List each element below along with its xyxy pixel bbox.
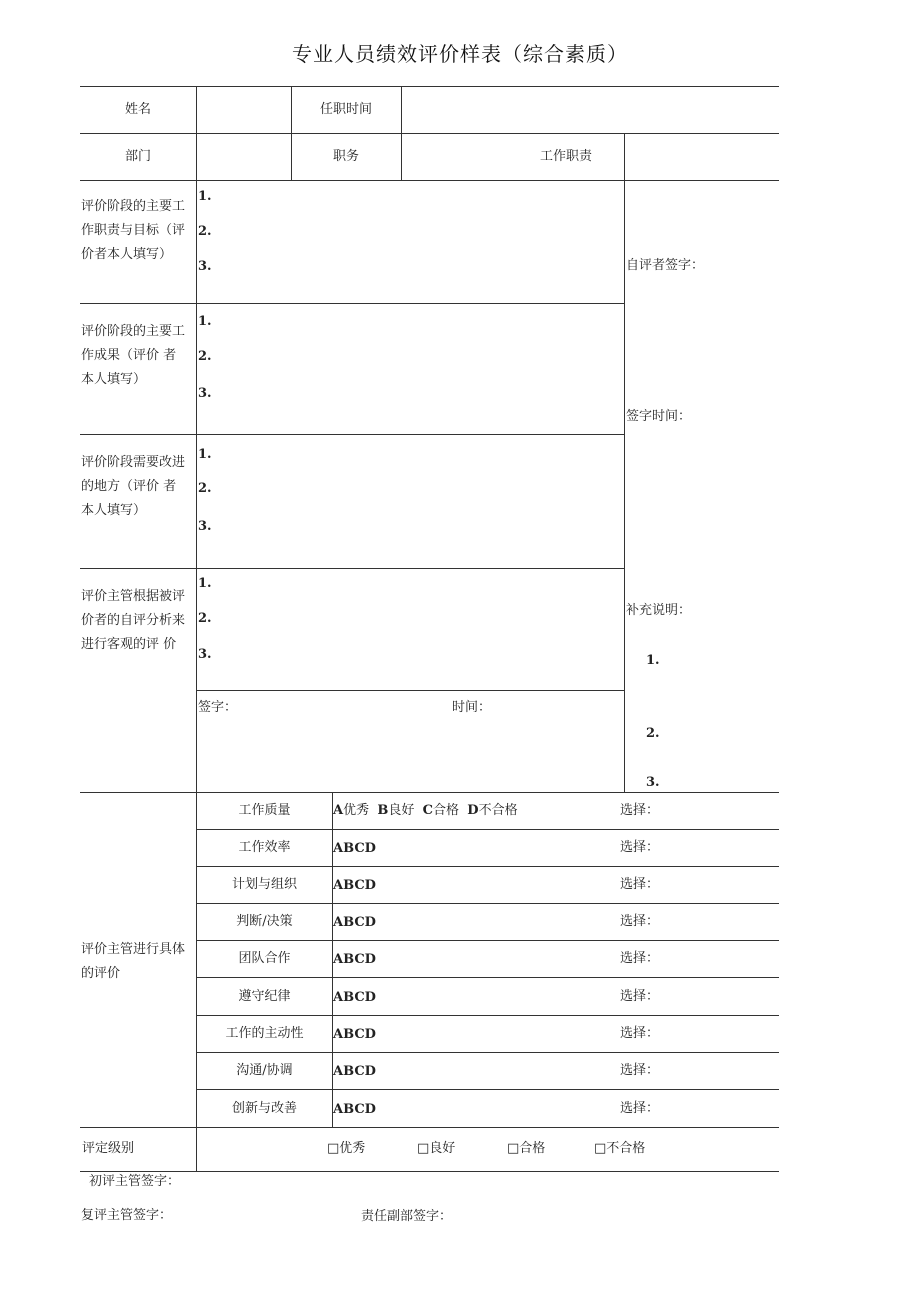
list-item: 3. [646, 775, 660, 790]
list-item: 2. [198, 224, 212, 239]
select-label: 选择： [620, 877, 660, 892]
grade-select[interactable] [660, 871, 776, 899]
grid-line [80, 792, 779, 793]
list-item: 3. [198, 647, 212, 662]
grid-line [197, 940, 779, 941]
tenure-field[interactable] [403, 88, 777, 132]
grade-letter: C [422, 803, 434, 818]
select-label: 选择： [620, 1063, 660, 1078]
criterion-label: 工作的主动性 [225, 1026, 304, 1041]
list-item: 1. [198, 189, 212, 204]
evaluation-label: 评价主管进行具体的评价 [81, 942, 186, 981]
initial-supervisor-sign-field[interactable] [180, 1172, 380, 1194]
list-item: 1. [198, 314, 212, 329]
grid-line [80, 568, 625, 569]
improvements-input[interactable] [212, 438, 620, 565]
supervisor-time-field[interactable] [492, 694, 620, 722]
grid-line [624, 133, 625, 792]
name-label: 姓名 [124, 102, 151, 117]
criterion-label: 创新与改善 [231, 1101, 297, 1116]
grid-line [80, 180, 779, 181]
review-supervisor-sign-field[interactable] [172, 1204, 342, 1228]
grid-line [197, 690, 625, 691]
list-item: 2. [198, 611, 212, 626]
grade-text: 良好 [388, 803, 415, 818]
grade-options: ABCD [333, 1102, 376, 1117]
position-label: 职务 [332, 149, 359, 164]
supervisor-time-label: 时间： [452, 700, 492, 715]
list-item: 3. [198, 259, 212, 274]
rating-option-fail[interactable]: □不合格 [594, 1141, 646, 1156]
grid-line [80, 133, 779, 134]
grade-letter: A [333, 803, 344, 818]
criterion-label: 遵守纪律 [238, 989, 291, 1004]
list-item: 2. [198, 481, 212, 496]
grade-text: 优秀 [343, 803, 370, 818]
grid-line [80, 303, 625, 304]
grade-select[interactable] [660, 1095, 776, 1123]
rating-option-pass[interactable]: □合格 [507, 1141, 546, 1156]
grade-select[interactable] [660, 1020, 776, 1048]
supervisor-sign-label: 签字： [198, 700, 238, 715]
select-label: 选择： [620, 951, 660, 966]
list-item: 3. [198, 519, 212, 534]
self-sign-label: 自评者签字： [626, 258, 705, 273]
name-field[interactable] [198, 88, 290, 132]
grid-line [401, 86, 402, 180]
criterion-label: 沟通/协调 [236, 1063, 293, 1078]
deputy-sign-field[interactable] [452, 1205, 652, 1229]
select-label: 选择： [620, 989, 660, 1004]
list-item: 1. [198, 576, 212, 591]
rating-label: 评定级别 [82, 1141, 135, 1156]
grid-line [196, 86, 197, 1171]
grade-options: ABCD [333, 1027, 376, 1042]
select-label: 选择： [620, 914, 660, 929]
supervisor-assessment-input[interactable] [212, 572, 620, 686]
grade-options: ABCD [333, 990, 376, 1005]
deputy-sign-label: 责任副部签字： [361, 1209, 453, 1224]
criterion-label: 工作效率 [238, 840, 291, 855]
grid-line [80, 86, 779, 87]
dept-field[interactable] [198, 135, 290, 179]
grade-select[interactable] [660, 983, 776, 1011]
list-item: 2. [198, 349, 212, 364]
grade-options: ABCD [333, 841, 376, 856]
grid-line [197, 829, 779, 830]
section-label: 评价主管根据被评价者的自评分析来进行客观的评 价 [81, 589, 186, 652]
grade-letter: D [467, 803, 479, 818]
list-item: 1. [198, 447, 212, 462]
sign-time-field[interactable] [690, 403, 776, 431]
review-supervisor-sign-label: 复评主管签字： [81, 1208, 173, 1223]
initial-supervisor-sign-label: 初评主管签字： [89, 1174, 181, 1189]
supplement-label: 补充说明： [626, 603, 692, 618]
grid-line [291, 86, 292, 180]
section-label: 评价阶段需要改进的地方（评价 者本人填写） [81, 455, 186, 518]
grade-select[interactable] [660, 908, 776, 936]
criterion-label: 工作质量 [238, 803, 291, 818]
list-item: 2. [646, 726, 660, 741]
rating-option-excellent[interactable]: □优秀 [327, 1141, 366, 1156]
grid-line [80, 434, 625, 435]
position-field[interactable] [403, 135, 513, 179]
sign-time-label: 签字时间： [626, 409, 692, 424]
rating-option-good[interactable]: □良好 [417, 1141, 456, 1156]
grade-select[interactable] [660, 834, 776, 862]
grid-line [197, 903, 779, 904]
grade-options: ABCD [333, 878, 376, 893]
list-item: 3. [198, 386, 212, 401]
criterion-label: 判断/决策 [236, 914, 293, 929]
grade-text: 不合格 [478, 803, 518, 818]
grade-select[interactable] [660, 1057, 776, 1085]
select-label: 选择： [620, 1101, 660, 1116]
grade-letter: B [377, 803, 389, 818]
criterion-label: 团队合作 [238, 951, 291, 966]
grid-line [197, 1052, 779, 1053]
grade-options: ABCD [333, 915, 376, 930]
achievements-input[interactable] [212, 307, 620, 431]
page-title: 专业人员绩效评价样表（综合素质） [292, 42, 628, 66]
self-sign-field[interactable] [702, 252, 776, 280]
grade-legend [333, 803, 518, 819]
duty-field[interactable] [626, 135, 778, 179]
grid-line [80, 1127, 779, 1128]
grade-select[interactable] [660, 797, 776, 825]
tenure-label: 任职时间 [319, 102, 372, 117]
grid-line [197, 866, 779, 867]
responsibilities-input[interactable] [212, 184, 620, 299]
grade-select[interactable] [660, 945, 776, 973]
section-label: 评价阶段的主要工作成果（评价 者本人填写） [81, 324, 186, 387]
grid-line [197, 1015, 779, 1016]
supervisor-sign-field[interactable] [240, 694, 440, 722]
grade-options: ABCD [333, 952, 376, 967]
list-item: 1. [646, 653, 660, 668]
grade-text: 合格 [433, 803, 460, 818]
grid-line [197, 977, 779, 978]
grade-options: ABCD [333, 1064, 376, 1079]
section-label: 评价阶段的主要工作职责与目标（评价者本人填写） [81, 199, 186, 262]
criterion-label: 计划与组织 [231, 877, 297, 892]
select-label: 选择： [620, 803, 660, 818]
select-label: 选择： [620, 1026, 660, 1041]
select-label: 选择： [620, 840, 660, 855]
duty-label: 工作职责 [540, 149, 593, 164]
dept-label: 部门 [124, 149, 151, 164]
grid-line [197, 1089, 779, 1090]
